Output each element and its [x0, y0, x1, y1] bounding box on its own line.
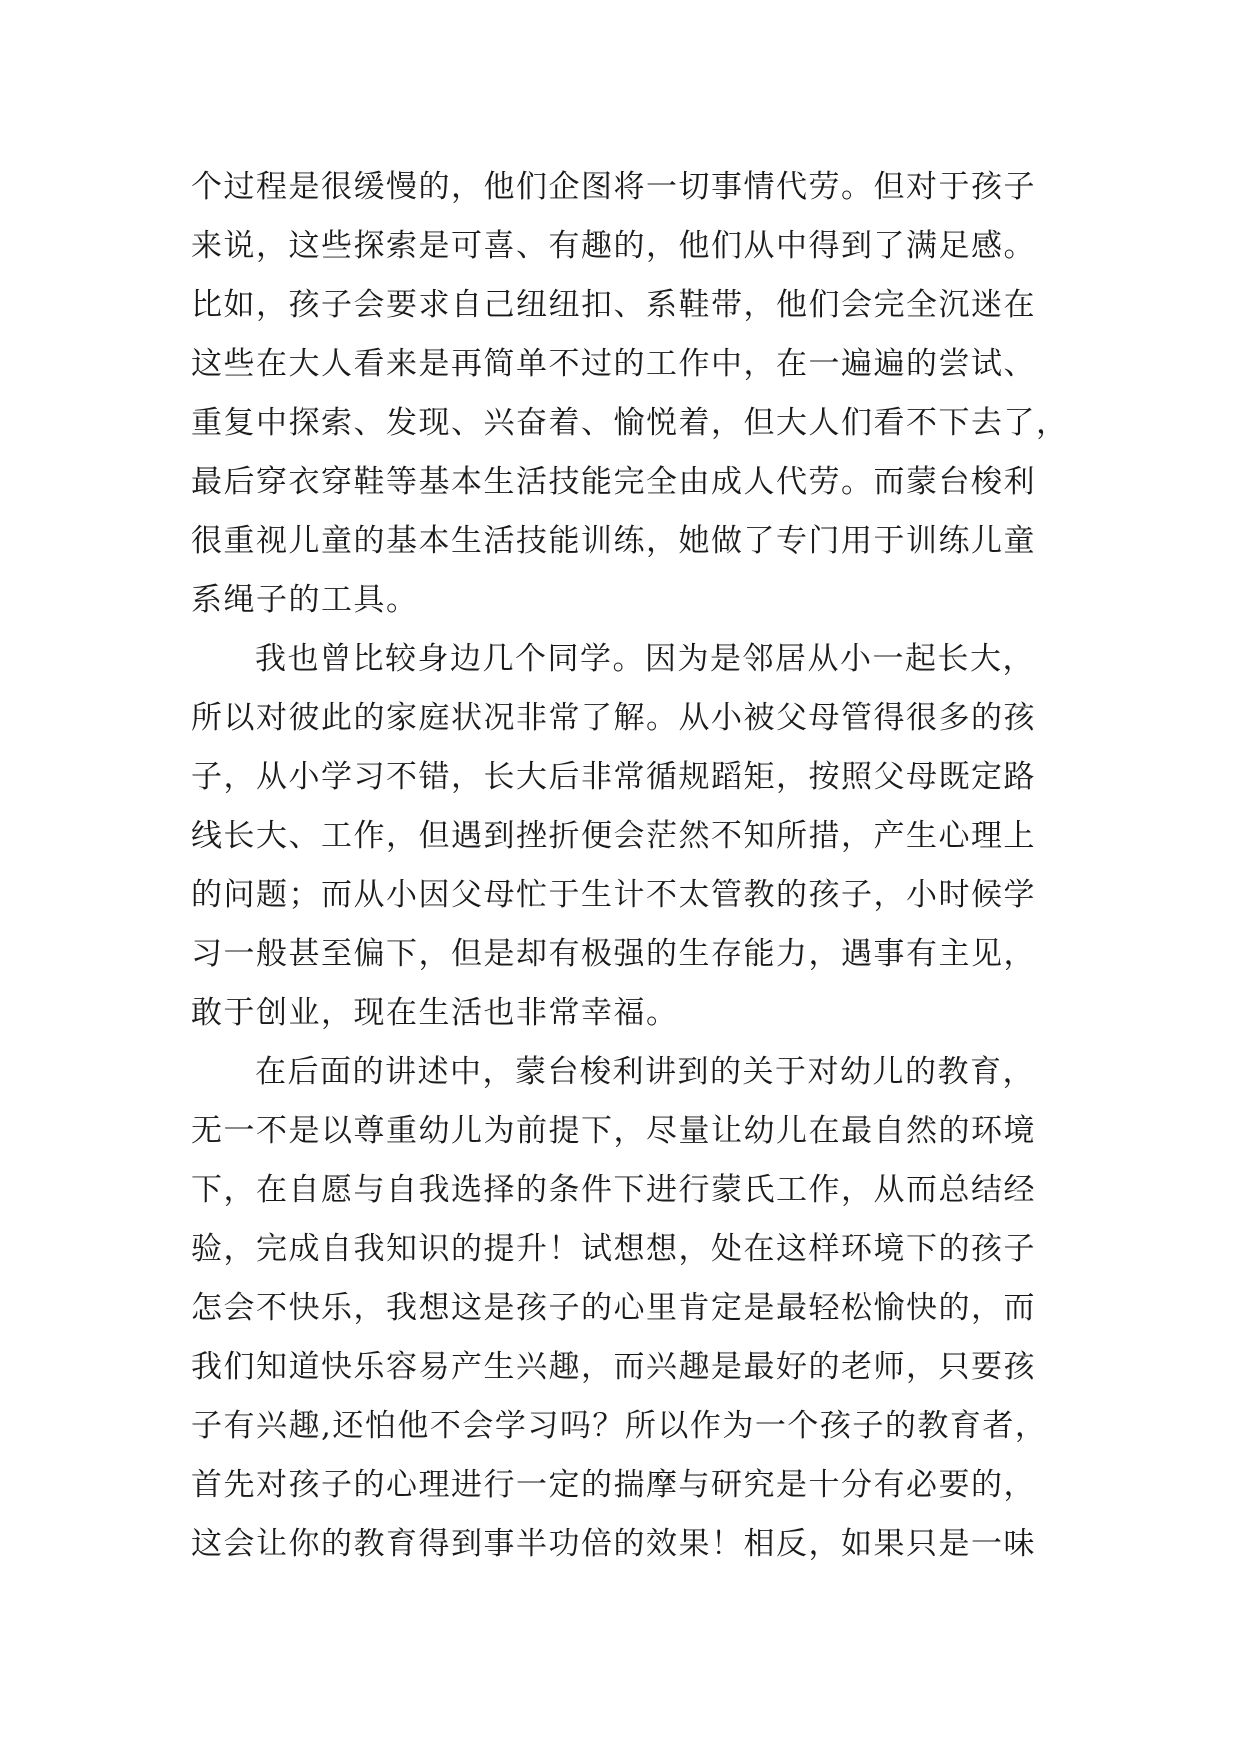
paragraph-1-line-3: 比如，孩子会要求自己纽纽扣、系鞋带，他们会完全沉迷在: [191, 287, 1036, 323]
paragraph-3-line-6: 我们知道快乐容易产生兴趣，而兴趣是最好的老师，只要孩: [191, 1349, 1036, 1385]
paragraph-2-line-1: 我也曾比较身边几个同学。因为是邻居从小一起长大，: [255, 641, 1035, 677]
paragraph-1-line-1: 个过程是很缓慢的，他们企图将一切事情代劳。但对于孩子: [191, 169, 1036, 205]
paragraph-3-line-5: 怎会不快乐，我想这是孩子的心里肯定是最轻松愉快的，而: [191, 1290, 1036, 1326]
paragraph-2-line-5: 的问题；而从小因父母忙于生计不太管教的孩子，小时候学: [191, 877, 1036, 913]
paragraph-2-line-3: 子，从小学习不错，长大后非常循规蹈矩，按照父母既定路: [191, 759, 1036, 795]
paragraph-2-line-6: 习一般甚至偏下，但是却有极强的生存能力，遇事有主见，: [191, 936, 1036, 972]
paragraph-1-line-7: 很重视儿童的基本生活技能训练，她做了专门用于训练儿童: [191, 523, 1036, 559]
paragraph-2-line-7: 敢于创业，现在生活也非常幸福。: [191, 995, 679, 1031]
paragraph-2-line-2: 所以对彼此的家庭状况非常了解。从小被父母管得很多的孩: [191, 700, 1036, 736]
paragraph-3-line-8: 首先对孩子的心理进行一定的揣摩与研究是十分有必要的，: [191, 1467, 1036, 1503]
paragraph-1-line-5: 重复中探索、发现、兴奋着、愉悦着，但大人们看不下去了，: [191, 405, 1069, 441]
paragraph-3-line-9: 这会让你的教育得到事半功倍的效果！相反，如果只是一味: [191, 1526, 1036, 1562]
paragraph-1-line-4: 这些在大人看来是再简单不过的工作中，在一遍遍的尝试、: [191, 346, 1036, 382]
paragraph-3-line-2: 无一不是以尊重幼儿为前提下，尽量让幼儿在最自然的环境: [191, 1113, 1036, 1149]
paragraph-2-line-4: 线长大、工作，但遇到挫折便会茫然不知所措，产生心理上: [191, 818, 1036, 854]
paragraph-1-line-2: 来说，这些探索是可喜、有趣的，他们从中得到了满足感。: [191, 228, 1036, 264]
document-body: [191, 158, 1071, 1574]
paragraph-3-line-3: 下，在自愿与自我选择的条件下进行蒙氏工作，从而总结经: [191, 1172, 1036, 1208]
paragraph-1-line-6: 最后穿衣穿鞋等基本生活技能完全由成人代劳。而蒙台梭利: [191, 464, 1036, 500]
paragraph-3-line-1: 在后面的讲述中，蒙台梭利讲到的关于对幼儿的教育，: [255, 1054, 1035, 1090]
paragraph-1-line-8: 系绳子的工具。: [191, 582, 419, 618]
paragraph-3-line-7: 子有兴趣,还怕他不会学习吗？所以作为一个孩子的教育者，: [191, 1408, 1048, 1444]
paragraph-3-line-4: 验，完成自我知识的提升！试想想，处在这样环境下的孩子: [191, 1231, 1036, 1267]
